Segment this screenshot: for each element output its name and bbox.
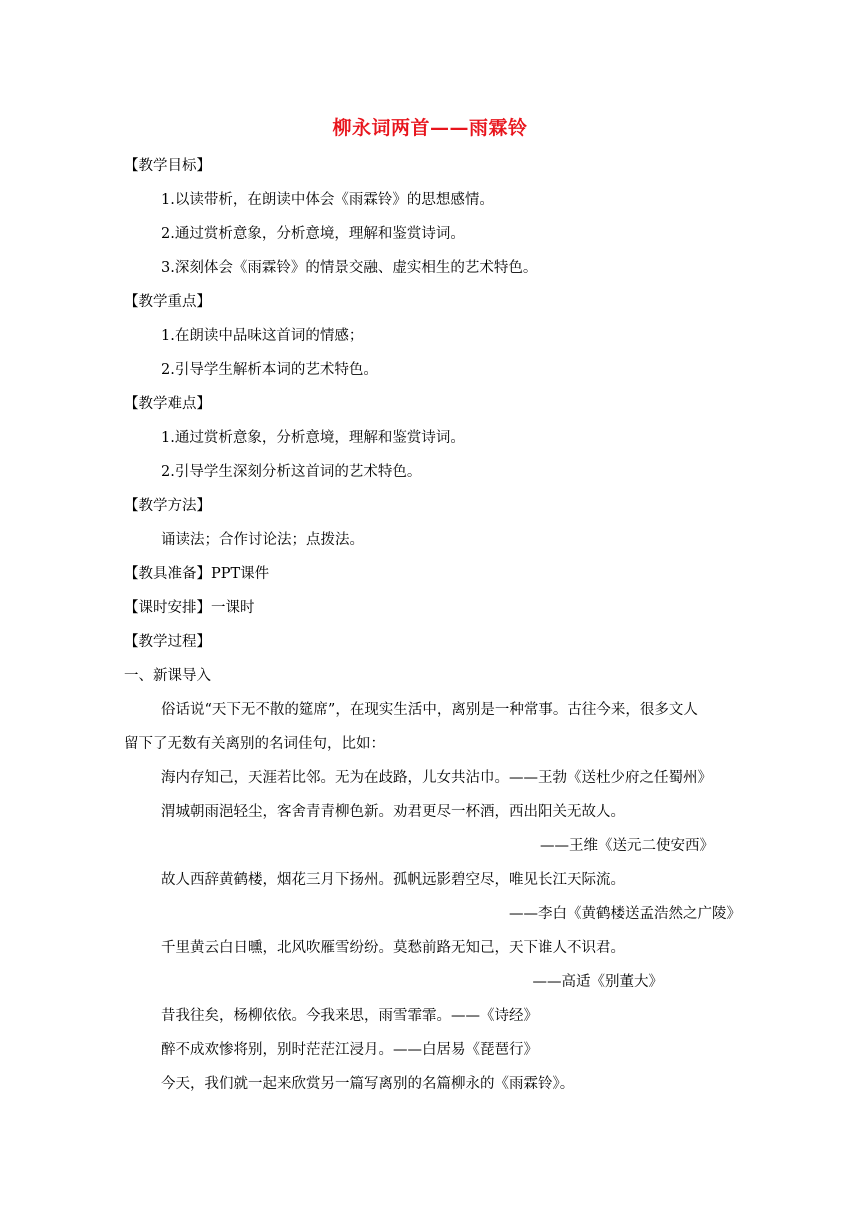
quote-line: 昔我往矣，杨柳依依。今我来思，雨雪霏霏。——《诗经》 xyxy=(161,1008,538,1024)
difficult-heading: 【教学难点】 xyxy=(124,396,211,412)
method-heading: 【教学方法】 xyxy=(124,498,211,514)
difficult-point-item: 1.通过赏析意象，分析意境，理解和鉴赏诗词。 xyxy=(161,430,465,446)
quote-line: 渭城朝雨浥轻尘，客舍青青柳色新。劝君更尽一杯酒，西出阳关无故人。 xyxy=(161,804,625,820)
quote-line: 故人西辞黄鹤楼，烟花三月下扬州。孤帆远影碧空尽，唯见长江天际流。 xyxy=(161,872,625,888)
quote-line: 海内存知己，天涯若比邻。无为在歧路，儿女共沾巾。——王勃《送杜少府之任蜀州》 xyxy=(161,770,712,786)
schedule-line: 【课时安排】一课时 xyxy=(124,600,255,616)
quote-line: 醉不成欢惨将别，别时茫茫江浸月。——白居易《琵琶行》 xyxy=(161,1042,538,1058)
document-title: 柳永词两首——雨霖铃 xyxy=(332,117,528,139)
method-text: 诵读法；合作讨论法；点拨法。 xyxy=(161,532,364,548)
section-one-heading: 一、新课导入 xyxy=(124,668,211,684)
goal-item: 3.深刻体会《雨霖铃》的情景交融、虚实相生的艺术特色。 xyxy=(161,260,538,276)
goals-heading: 【教学目标】 xyxy=(124,158,211,174)
key-heading: 【教学重点】 xyxy=(124,294,211,310)
quote-source: ——高适《别董大》 xyxy=(532,974,663,990)
quote-source: ——王维《送元二使安西》 xyxy=(540,838,714,854)
intro-paragraph-line: 留下了无数有关离别的名词佳句，比如： xyxy=(124,736,385,752)
quote-line: 千里黄云白日曛，北风吹雁雪纷纷。莫愁前路无知己，天下谁人不识君。 xyxy=(161,940,625,956)
intro-paragraph-line: 俗话说“天下无不散的筵席”，在现实生活中，离别是一种常事。古往今来，很多文人 xyxy=(161,702,698,718)
difficult-point-item: 2.引导学生深刻分析这首词的艺术特色。 xyxy=(161,464,422,480)
key-point-item: 2.引导学生解析本词的艺术特色。 xyxy=(161,362,378,378)
closing-line: 今天，我们就一起来欣赏另一篇写离别的名篇柳永的《雨霖铃》。 xyxy=(161,1076,575,1092)
tools-line: 【教具准备】PPT课件 xyxy=(124,566,270,582)
goal-item: 2.通过赏析意象，分析意境，理解和鉴赏诗词。 xyxy=(161,226,465,242)
quote-source: ——李白《黄鹤楼送孟浩然之广陵》 xyxy=(509,906,741,922)
process-heading: 【教学过程】 xyxy=(124,634,211,650)
key-point-item: 1.在朗读中品味这首词的情感； xyxy=(161,328,364,344)
goal-item: 1.以读带析，在朗读中体会《雨霖铃》的思想感情。 xyxy=(161,192,494,208)
